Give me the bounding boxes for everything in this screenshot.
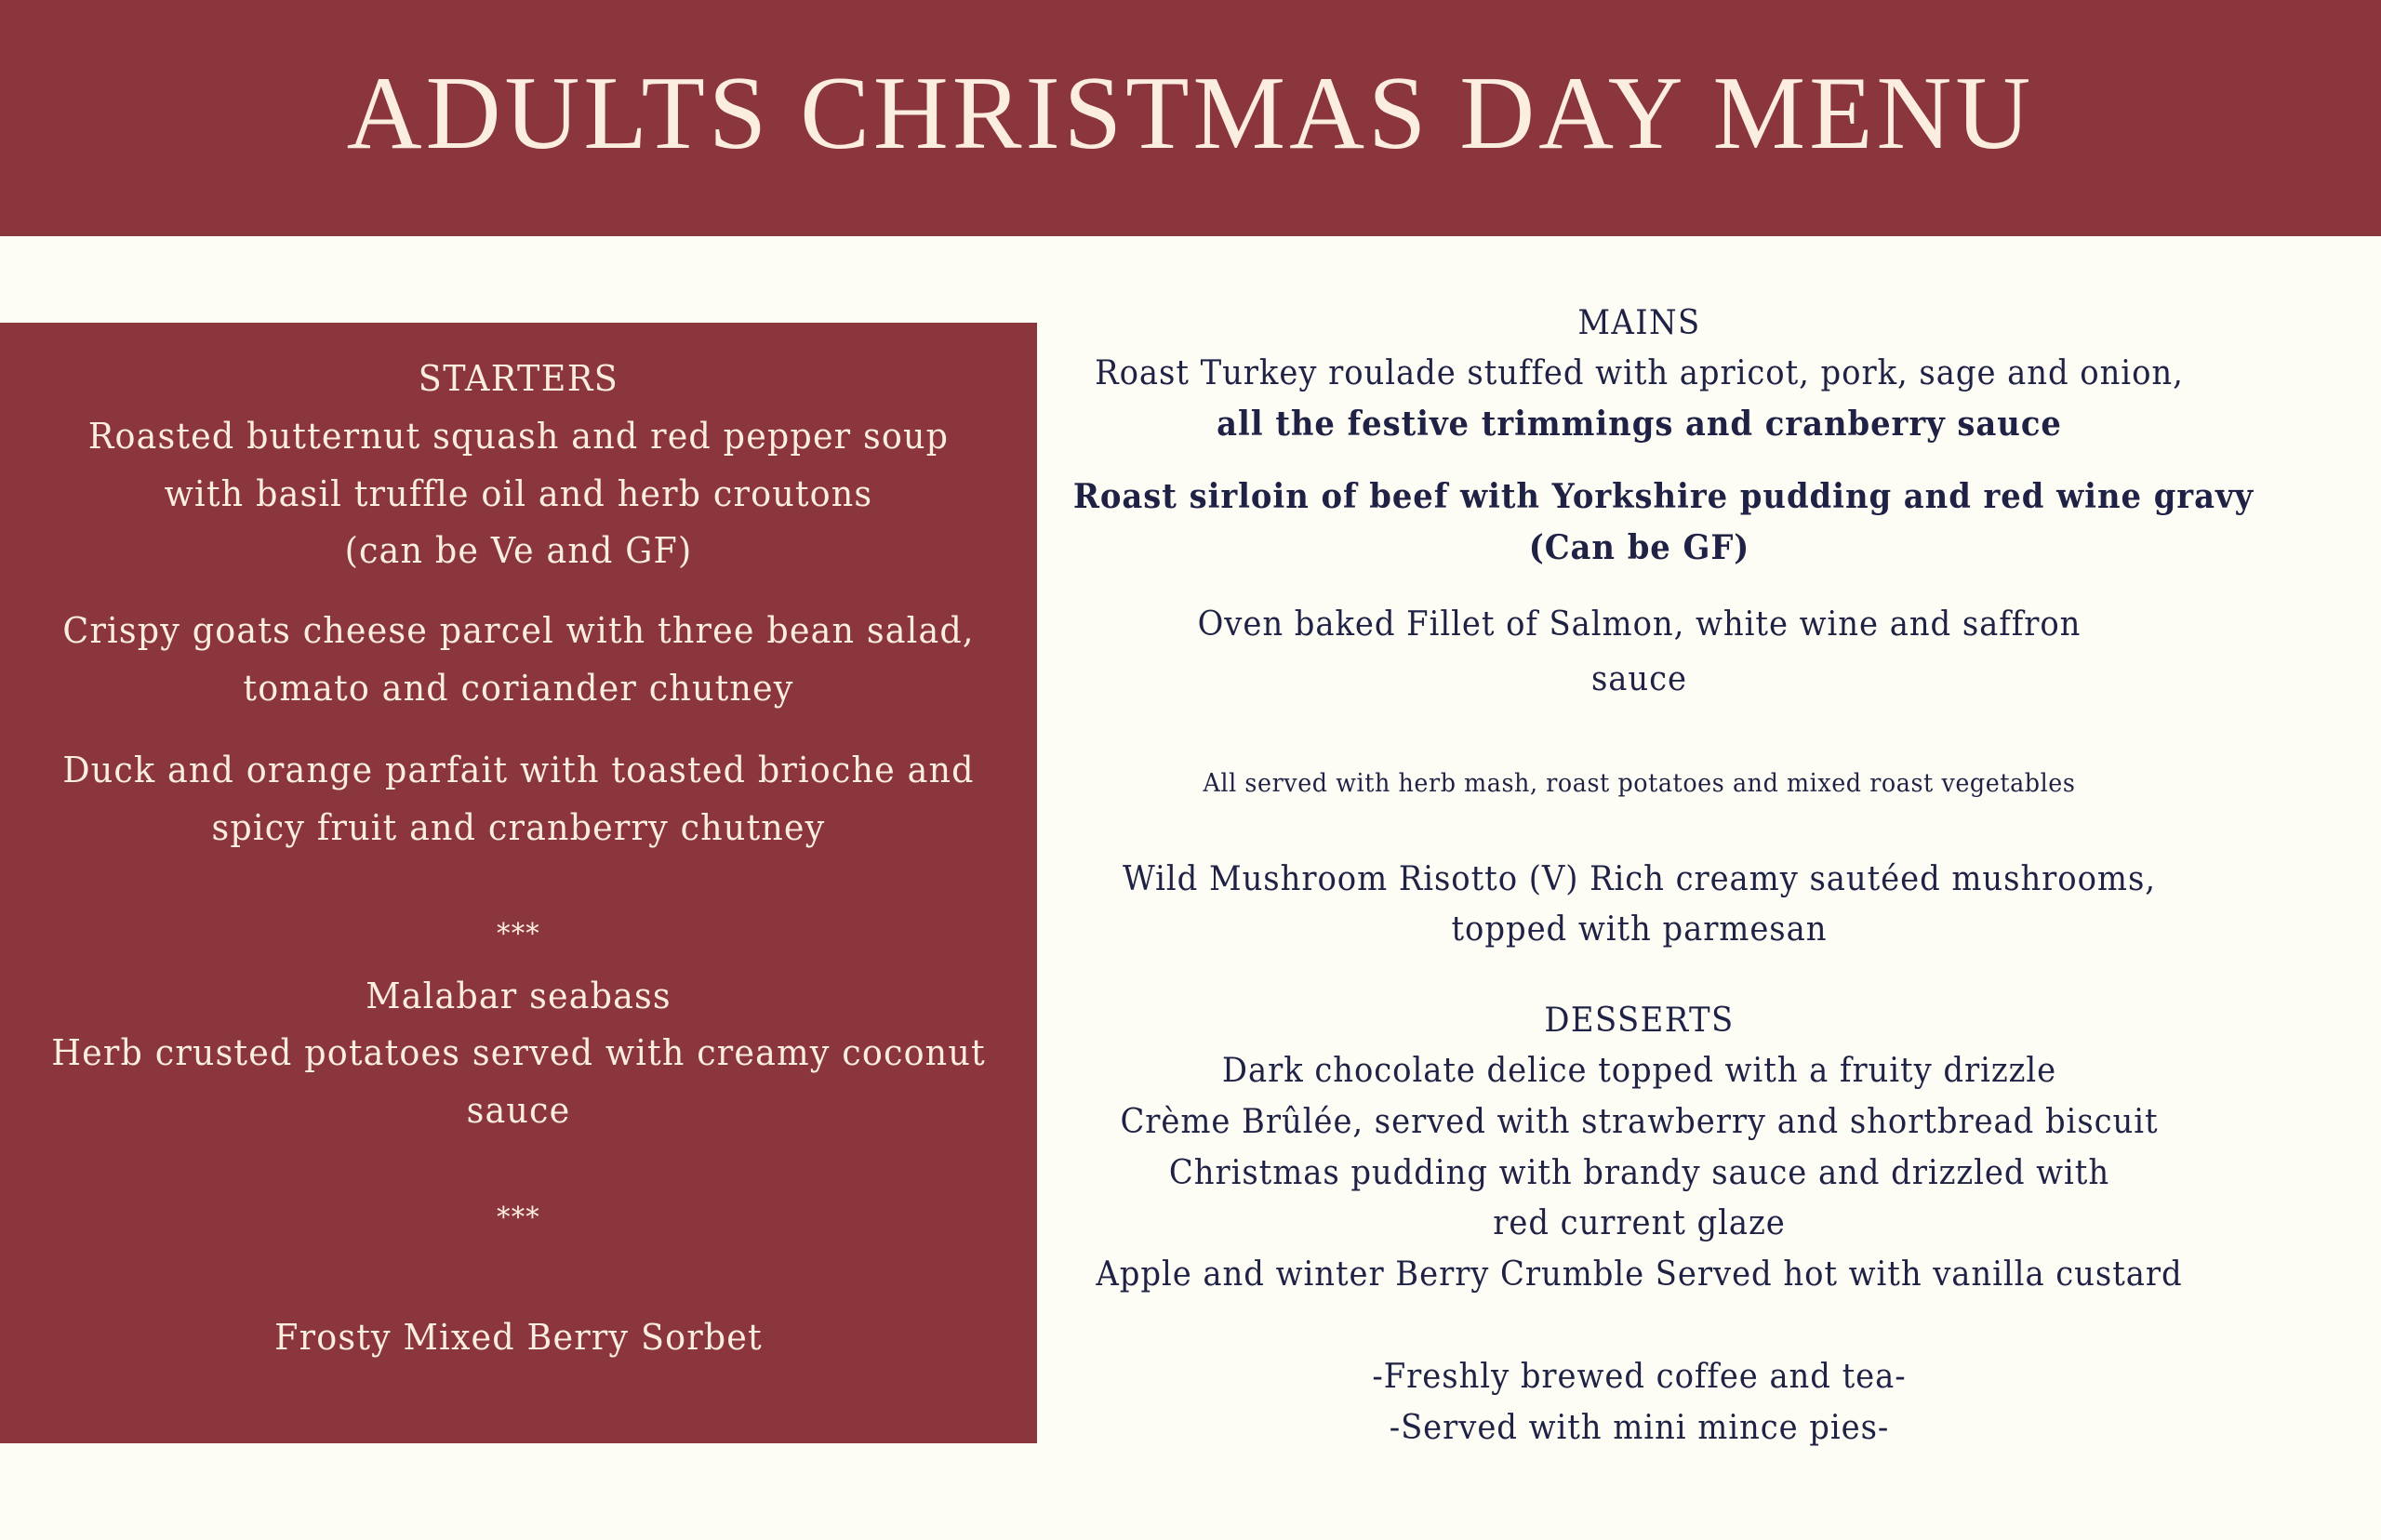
sorbet-course: Frosty Mixed Berry Sorbet	[274, 1317, 763, 1358]
starter-line: with basil truffle oil and herb croutons	[164, 473, 873, 514]
main-line: Roast sirloin of beef with Yorkshire pudding and red wine gravy	[1072, 477, 2255, 516]
main-line: all the festive trimmings and cranberry sauce	[1217, 405, 2062, 444]
closing-line: -Served with mini mince pies-	[1389, 1409, 1890, 1447]
starters-heading: STARTERS	[418, 358, 619, 399]
dessert-line: Crème Brûlée, served with strawberry and shortbread biscuit	[1120, 1103, 2159, 1141]
served-with-note: All served with herb mash, roast potatoes and mixed roast vegetables	[1203, 769, 2076, 798]
starter-line: Roasted butternut squash and red pepper soup	[87, 416, 950, 457]
desserts-heading: DESSERTS	[1544, 1002, 1735, 1040]
starter-line: tomato and coriander chutney	[243, 668, 794, 709]
main-line: Oven baked Fillet of Salmon, white wine and saffron	[1197, 605, 2082, 644]
main-line: sauce	[1590, 660, 1688, 698]
fish-course-line: sauce	[466, 1090, 571, 1131]
main-line: topped with parmesan	[1451, 910, 1828, 949]
course-separator: ***	[497, 1201, 540, 1234]
starter-dietary-note: (can be Ve and GF)	[344, 530, 693, 571]
dessert-line: Apple and winter Berry Crumble Served hot with vanilla custard	[1096, 1255, 2183, 1294]
main-line: Wild Mushroom Risotto (V) Rich creamy sautéed mushrooms,	[1123, 860, 2156, 898]
main-line: Roast Turkey roulade stuffed with apricot, pork, sage and onion,	[1095, 354, 2184, 392]
starter-line: spicy fruit and cranberry chutney	[211, 807, 826, 848]
starter-line: Crispy goats cheese parcel with three bean salad,	[62, 610, 975, 651]
header-band	[0, 0, 2381, 236]
dessert-line: red current glaze	[1493, 1204, 1786, 1242]
fish-course-line: Herb crusted potatoes served with creamy coconut	[51, 1032, 986, 1073]
page-title: ADULTS CHRISTMAS DAY MENU	[346, 56, 2035, 171]
starters-panel	[0, 323, 1037, 1443]
dessert-line: Dark chocolate delice topped with a fruity drizzle	[1221, 1052, 2057, 1090]
mains-heading: MAINS	[1577, 304, 1701, 342]
dessert-line: Christmas pudding with brandy sauce and drizzled with	[1168, 1154, 2110, 1192]
starter-line: Duck and orange parfait with toasted brioche and	[62, 750, 975, 790]
course-separator: ***	[497, 918, 540, 950]
main-dietary-note: (Can be GF)	[1528, 528, 1750, 567]
fish-course-title: Malabar seabass	[366, 976, 672, 1016]
closing-line: -Freshly brewed coffee and tea-	[1372, 1358, 1907, 1396]
